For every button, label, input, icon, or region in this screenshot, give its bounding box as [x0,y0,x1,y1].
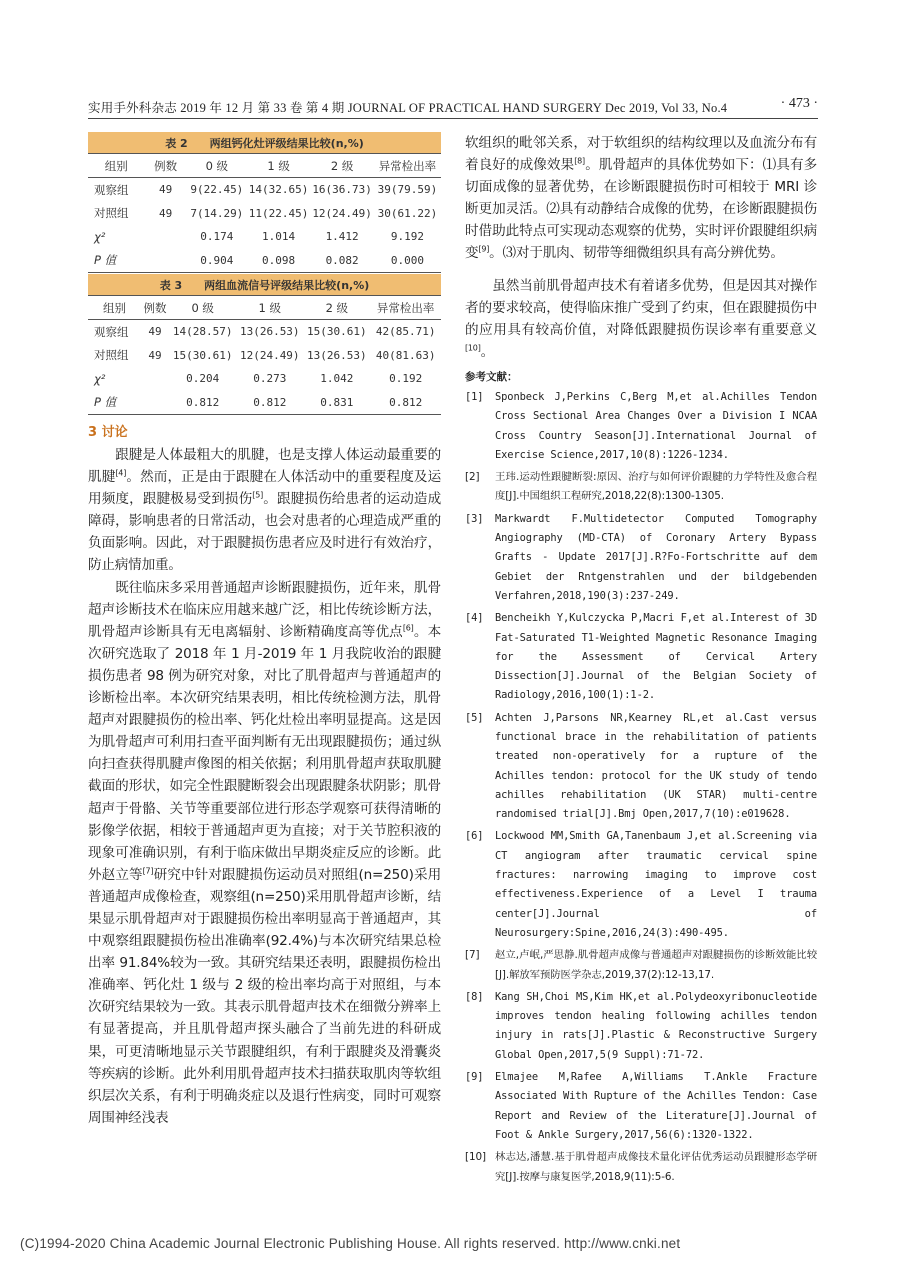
table-cell: 39(79.59) [377,183,438,197]
table-row [88,178,441,202]
table-header: 组别 [88,154,144,178]
table-3 [88,274,441,415]
table-cell: 0.192 [389,372,423,386]
left-column [88,132,441,1129]
reference-item: [1] Sponbeck J,Perkins C,Berg M,et al.Achilles Tendon Cross Sectional Area Changes Over a Division I NCAA Cross Country Season[J].International Journal of Exercise Science,2017,10(8):1226-1234. [465,390,817,461]
page-number: · 473 · [780,96,818,111]
table-cell: 0.082 [310,249,374,273]
table-header: 组别 [88,296,141,320]
table-cell: 0.812 [236,391,303,415]
table-2 [88,132,441,273]
citation: [7] [142,866,154,876]
reference-item: [9] Elmajee M,Rafee A,Williams T.Ankle Fracture Associated With Rupture of the Achilles Tendon: Case Report and Review of the Literature[J].Journal of Foot & Ankle Surgery,2017,56(6):1320-1322. [465,1071,817,1141]
table-cell: 0.000 [374,249,441,273]
table-cell: P 值 [88,249,144,273]
table-cell: 1.412 [325,230,359,244]
table-cell [144,225,186,249]
citation: [8] [574,156,585,166]
table-2-caption: 表 2 两组钙化灶评级结果比较(n,%) [88,132,441,154]
table-cell: 1.042 [320,372,354,386]
table-cell: P 值 [88,391,141,415]
table-cell [144,249,186,273]
table-cell: 观察组 [94,324,129,339]
table-header: 异常检出率 [374,154,441,178]
reference-item: [3] Markwardt F.Multidetector Computed Tomography Angiography (MD-CTA) of Coronary Artery Bypass Grafts - Update 2017[J].R?Fo-Fortschritte auf dem Gebiet der Rntgenstrahlen und der bildgebenden Verfahren,2018,190(3):237-249. [465,512,817,602]
table-cell: 11(22.45) [248,206,309,220]
table-cell: 0.174 [200,230,234,244]
table-cell: 49 [159,206,173,220]
reference-item: [2] 王玮.运动性跟腱断裂:原因、治疗与如何评价跟腱的力学特性及愈合程度[J].中国组织工程研究,2018,22(8):1300-1305. [465,471,817,503]
table-cell: 13(26.53) [307,348,367,362]
table-cell: 0.904 [187,249,247,273]
table-cell: 9(22.45) [190,183,244,197]
table-cell: 9.192 [390,230,424,244]
table-2-header-row [88,154,441,178]
right-column [465,132,817,1190]
citation: [10] [465,343,481,353]
section-title-discussion: 3 讨论 [88,425,128,440]
discussion-paragraph-3: 虽然当前肌骨超声技术有着诸多优势，但是因其对操作者的要求较高，使得临床推广受到了约束，但在跟腱损伤中的应用具有较高价值，对降低跟腱损伤误诊率有重要意义[10]。 [465,277,817,360]
table-cell: 1.014 [262,230,296,244]
table-header: 例数 [144,154,186,178]
reference-list [465,388,817,1187]
table-cell: 0.098 [247,249,311,273]
table-row [88,320,441,344]
table-cell [141,367,169,391]
table-header: 异常检出率 [370,296,441,320]
reference-item: [4] Bencheikh Y,Kulczycka P,Macri F,et al.Interest of 3D Fat-Saturated T1-Weighted Magnetic Resonance Imaging for the Assessment of Cervical Artery Dissection[J].Journal of the Belgian Society of Radiology,2016,100(1):1-2. [465,612,817,702]
table-cell: 15(30.61) [307,325,367,339]
table-row [88,249,441,273]
table-cell: 观察组 [94,182,129,197]
table-cell: 对照组 [94,206,129,221]
table-cell: 14(32.65) [248,183,309,197]
discussion-paragraph-1: 跟腱是人体最粗大的肌腱，也是支撑人体运动最重要的肌腱[4]。然而，正是由于跟腱在人体活动中的重要程度及运用频度，跟腱极易受到损伤[5]。跟腱损伤给患者的运动造成障碍，影响患者的日常活动，也会对患者的心理造成严重的负面影响。因此，对于跟腱损伤患者应及时进行有效治疗，防止病情加重。 [88,447,441,574]
table-3-header-row [88,296,441,320]
table-cell: 16(36.73) [312,183,372,197]
reference-item: [7] 赵立,卢岷,严思静.肌骨超声成像与普通超声对跟腱损伤的诊断效能比较[J].解放军预防医学杂志,2019,37(2):12-13,17. [465,949,817,981]
references-title: 参考文献： [465,370,518,383]
table-cell: 0.273 [253,372,287,386]
table-cell: 42(85.71) [375,325,436,339]
table-cell: 49 [148,325,162,339]
copyright-footer: (C)1994-2020 China Academic Journal Electronic Publishing House. All rights reserved. http://www.cnki.net [20,1236,681,1251]
table-cell: 12(24.49) [239,348,300,362]
table-cell: 0.812 [370,391,441,415]
table-header: 例数 [141,296,169,320]
table-row [88,202,441,226]
table-cell: 0.204 [186,372,220,386]
table-header: 1 级 [236,296,303,320]
table-3-caption: 表 3 两组血流信号评级结果比较(n,%) [88,274,441,296]
table-header: 2 级 [310,154,374,178]
table-row [88,391,441,415]
citation: [9] [478,244,490,254]
table-cell: 12(24.49) [312,206,372,220]
table-row [88,225,441,249]
reference-item: [10] 林志达,潘慧.基于肌骨超声成像技术量化评估优秀运动员跟腱形态学研究[J].按摩与康复医学,2018,9(11):5-6. [465,1151,817,1183]
table-cell: χ² [94,371,106,386]
citation: [5] [252,490,264,500]
reference-item: [6] Lockwood MM,Smith GA,Tanenbaum J,et al.Screening via CT angiogram after traumatic cervical spine fractures: narrowing imaging to improve cost effectiveness.Experience of a Level I trauma center[J].Journal of Neurosurgery:Spine,2016,24(3):490-495. [465,830,817,939]
table-cell: 49 [159,183,173,197]
citation: [6] [402,623,414,633]
citation: [4] [115,468,127,478]
table-cell: 49 [148,348,162,362]
journal-header-text: 实用手外科杂志 2019 年 12 月 第 33 卷 第 4 期 JOURNAL OF PRACTICAL HAND SURGERY Dec 2019, Vol 33, No.4 [88,101,728,115]
table-header: 0 级 [187,154,247,178]
reference-item: [8] Kang SH,Choi MS,Kim HK,et al.Polydeoxyribonucleotide improves tendon healing following achilles tendon injury in rats[J].Plastic & Reconstructive Surgery Global Open,2017,5(9 Suppl):71-72. [465,990,817,1061]
table-cell: 7(14.29) [190,206,244,220]
table-header: 0 级 [169,296,236,320]
table-cell [141,391,169,415]
table-cell: 13(26.53) [239,325,300,339]
table-cell: 对照组 [94,348,129,363]
running-header [88,96,818,119]
table-row [88,367,441,391]
discussion-paragraph-2-continued: 软组织的毗邻关系，对于软组织的结构纹理以及血流分布有着良好的成像效果[8]。肌骨超声的具体优势如下：⑴具有多切面成像的显著优势，在诊断跟腱损伤时可相较于 MRI 诊断更加灵活。⑵具有动静结合成像的优势，在诊断跟腱损伤时借助此特点可实现动态观察的优势，实时评价跟腱组织病变[9]。⑶对于肌肉、韧带等细微组织具有高分辨优势。 [465,135,817,262]
table-cell: 15(30.61) [172,348,233,362]
table-cell: 40(81.63) [375,348,436,362]
table-cell: 14(28.57) [172,325,233,339]
reference-item: [5] Achten J,Parsons NR,Kearney RL,et al.Cast versus functional brace in the rehabilitation of patients treated non-operatively for a rupture of the Achilles tendon: protocol for the UK study of tendo achilles rehabilitation (UK STAR) multi-centre randomised trial[J].Bmj Open,2017,7(10):e019628. [465,711,817,821]
discussion-paragraph-2: 既往临床多采用普通超声诊断跟腱损伤，近年来，肌骨超声诊断技术在临床应用越来越广泛，相比传统诊断方法，肌骨超声诊断具有无电离辐射、诊断精确度高等优点[6]。本次研究选取了 2018 年 1 月-2019 年 1 月我院收治的跟腱损伤患者 98 例为研究对象，对比了肌骨超声与普通超声的诊断检出率。本次研究结果表明，相比传统检测方法，肌骨超声对跟腱损伤的检出率、钙化灶检出率明显提高。这是因为肌骨超声可利用扫查平面判断有无出现跟腱损伤；通过纵向扫查获得肌腱声像图的相关依据；利用肌骨超声获取肌腱截面的形状，如完全性跟腱断裂会出现跟腱条状阴影；肌骨超声于骨骼、关节等重要部位进行形态学观察可获得清晰的影像学依据，相较于普通超声更为直接；对于关节腔积液的现象可准确识别，有利于临床做出早期炎症反应的诊断。此外赵立等[7]研究中针对跟腱损伤运动员对照组(n=250)采用普通超声成像检查，观察组(n=250)采用肌骨超声诊断，结果显示肌骨超声对于跟腱损伤检出率明显高于普通超声，其中观察组跟腱损伤检出准确率(92.4%)与本次研究结果总检出率 91.84%较为一致。其研究结果还表明，跟腱损伤检出准确率、钙化灶 1 级与 2 级的检出率均高于对照组，与本次研究结果较为一致。其表示肌骨超声技术在细微分辨率上有显著提高，并且肌骨超声探头融合了当前先进的科研成果，可更清晰地显示关节跟腱组织，有利于跟腱炎及滑囊炎等疾病的诊断。此外利用肌骨超声技术扫描获取肌肉等软组织层次关系，有利于明确炎症以及退行性病变，同时可观察周围神经浅表 [88,579,441,1126]
table-cell: χ² [94,229,106,244]
table-header: 1 级 [247,154,311,178]
table-row [88,344,441,368]
table-cell: 0.812 [169,391,236,415]
table-cell: 30(61.22) [377,206,438,220]
table-cell: 0.831 [303,391,370,415]
table-header: 2 级 [303,296,370,320]
